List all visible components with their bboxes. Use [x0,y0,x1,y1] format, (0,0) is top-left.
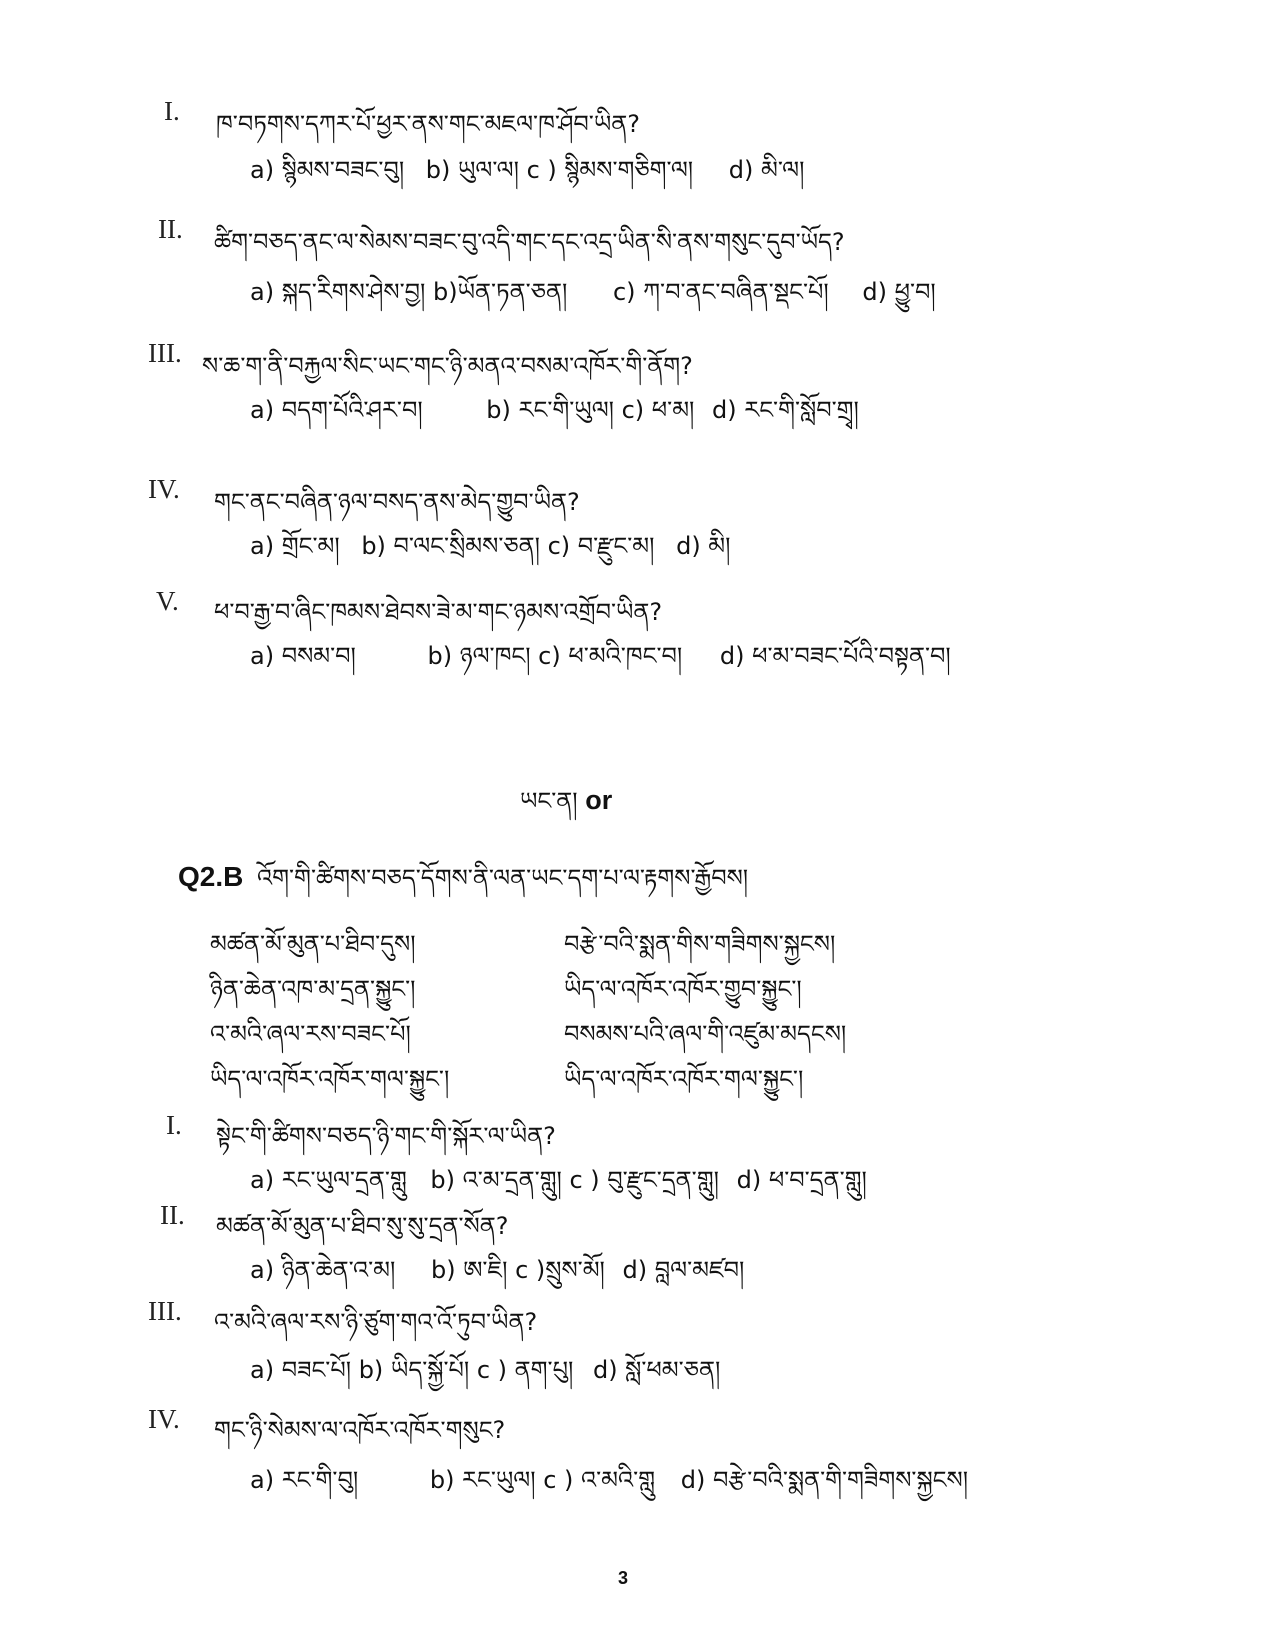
options-row [250,630,951,697]
option-bc: b) བ་ལང་སྲིམས་ཅན། c) བ་རྫུང་མ། [361,532,655,560]
q2b-label: Q2.B [178,861,244,892]
question-number: V. [156,586,179,616]
option-a: a) རང་གི་བུ། [250,1466,359,1494]
poem-line [210,918,850,963]
option-a: a) བསམ་བ། [250,642,356,670]
option-bc: b) ཉལ་ཁང། c) ཕ་མའི་ཁང་བ། [427,642,683,670]
poem-right: ཡིད་ལ་འཁོར་འཁོར་གྱུབ་སྐྱུང་། [564,975,802,1003]
option-a: a) སྙིམས་བཟང་བུ། [250,156,405,184]
option-d: d) རང་གི་སློབ་གྲྭ། [712,396,859,424]
page-number: 3 [618,1568,629,1588]
option-a: a) གྲོང་མ། [250,532,340,560]
option-d: d) ཕ་མ་བཟང་པོའི་བསྟན་བ། [719,642,951,670]
poem-left: མཚན་མོ་མུན་པ་ཐིབ་དུས། [210,930,416,958]
question-number: IV. [148,1404,180,1434]
option-d: d) མི། [676,532,731,560]
poem [210,918,850,1098]
poem-left: འ་མའི་ཞལ་རས་བཟང་པོ། [210,1020,411,1048]
options-row [250,144,804,211]
poem-left: ཉིན་ཆེན་འཁ་མ་དྲན་སྐྱུང་། [210,975,416,1003]
option-d: d) མི་ལ། [728,156,805,184]
option-d: d) ཕྱུ་བ། [862,278,936,306]
question-text: ཚིག་བཅད་ནང་ལ་སེམས་བཟང་བུ་འདི་གང་དང་འདྲ་ཡིན་སི་ནས་གསུང་དུབ་ཡོད? [214,228,845,256]
or-tibetan: ཡང་ན། [520,787,578,815]
option-a: a) བདག་པོའི་ཤར་བ། [250,396,423,424]
poem-left: ཡིད་ལ་འཁོར་འཁོར་གལ་སྐྱུང་། [210,1065,450,1093]
question-number: II. [160,1200,185,1230]
question-text: ཁ་བཏགས་དཀར་པོ་ཕྱར་ནས་གང་མཇལ་ཁ་ཤོབ་ཡིན? [216,110,640,138]
option-bc: b) རང་ཡུལ། c ) འ་མའི་གླུ [429,1466,656,1494]
poem-line [210,963,850,1008]
option-bc: b) ཡུལ་ལ། c ) སྙིམས་གཅིག་ལ། [425,156,694,184]
option-a: a) ཉིན་ཆེན་འ་མ། [250,1256,396,1284]
option-c: c) ཀ་བ་ནང་བཞིན་སྡང་པོ། [612,278,829,306]
question-number: III. [148,338,182,368]
option-bc: b) འ་མ་དྲན་གླུ། c ) བུ་རྫུང་དྲན་གླུ། [430,1166,719,1194]
option-bc: b) ཨ་ཇི། c )སྲུས་མོ། [430,1256,605,1284]
or-english: or [585,785,613,815]
option-bc: b) རང་གི་ཡུལ། c) ཕ་མ། [486,396,695,424]
poem-right: བརྩེ་བའི་སྨན་གིས་གཟིགས་སྐྱངས། [564,930,836,958]
option-d: d) ཕ་བ་དྲན་གླུ། [736,1166,867,1194]
q2b-instruction: འོག་གི་ཚིགས་བཅད་དོགས་ནི་ལན་ཡང་དག་པ་ལ་རྟགས་རྒྱོབས། [257,864,749,892]
question-text: ཕ་བ་རྒྱ་བ་ཞིང་ཁམས་ཐེབས་ཟེ་མ་གང་ཉམས་འགྲོབ་ཡིན? [214,598,663,626]
poem-right: ཡིད་ལ་འཁོར་འཁོར་གལ་སྐྱུང་། [564,1065,804,1093]
question-text: གང་ནང་བཞིན་ཉལ་བསད་ནས་མེད་གྱུབ་ཡིན? [214,488,580,516]
option-a: a) རང་ཡུལ་དྲན་གླུ [250,1166,407,1194]
question-text: སྟེང་གི་ཚིགས་བཅད་ཉི་གང་གི་སྐོར་ལ་ཡིན? [216,1122,556,1150]
options-row [250,266,936,333]
options-row [250,1344,720,1411]
option-d: d) བླལ་མཛབ། [622,1256,745,1284]
question-text: ས་ཆ་ག་ནི་བརྐྱལ་སིང་ཡང་གང་ཉི་མནའ་བསམ་འཁོར་གི་ནོག? [202,352,693,380]
options-row [250,384,859,451]
question-text: གང་ཉི་སེམས་ལ་འཁོར་འཁོར་གསུང? [214,1416,506,1444]
question-text: འ་མའི་ཞལ་རས་ཉི་ཙུག་གའ་འོ་ཏུབ་ཡིན? [214,1308,538,1336]
poem-line [210,1008,850,1053]
question-number: II. [158,214,183,244]
option-d: d) སློ་ཕམ་ཅན། [592,1356,721,1384]
options-row [250,520,730,587]
poem-right: བསམས་པའི་ཞལ་གི་འཛུམ་མདངས། [564,1020,847,1048]
question-number: I. [164,96,180,126]
or-separator [520,775,612,842]
q2b-heading [178,852,748,919]
option-abc: a) བཟང་པོ། b) ཡིད་སྐྱོ་པོ། c ) ནག་པུ། [250,1356,574,1384]
options-row [250,1454,968,1521]
question-number: I. [166,1110,182,1140]
question-number: III. [148,1296,182,1326]
option-d: d) བརྩེ་བའི་སྨན་གི་གཟིགས་སྐྱངས། [680,1466,969,1494]
question-number: IV. [148,474,180,504]
question-text: མཚན་མོ་མུན་པ་ཐིབ་སུ་སུ་དྲན་སོན? [216,1212,509,1240]
poem-line [210,1053,850,1098]
option-ab: a) སྐད་རིགས་ཤེས་བྱ། b)ཡོན་ཏན་ཅན། [250,278,568,306]
